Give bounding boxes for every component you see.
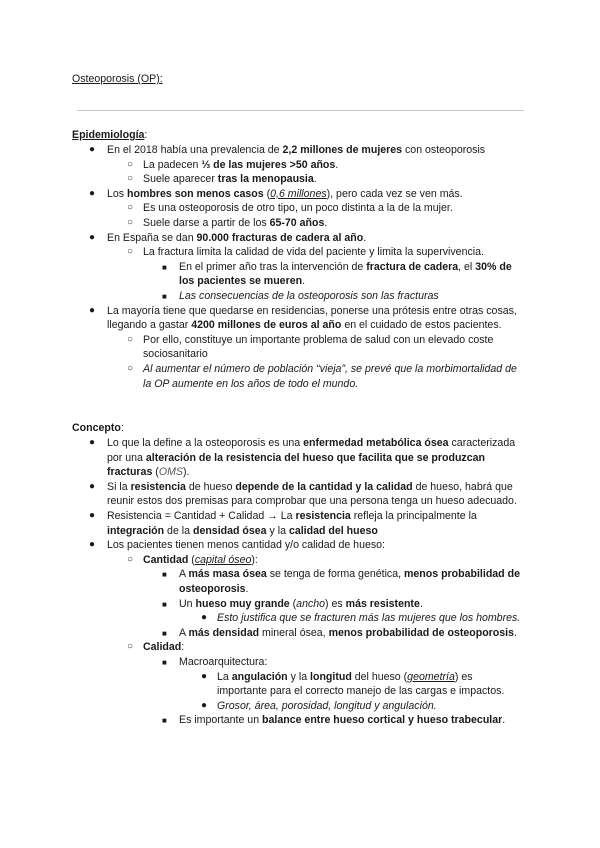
list-item: ● La mayoría tiene que quedarse en residencias, ponerse una prótesis entre otras cosas, llegando a gastar 4200 millones de euros al año en el cuidado de estos pacientes. [89, 304, 517, 332]
list-item: ○ Es una osteoporosis de otro tipo, un poco distinta a la de la mujer. [127, 202, 453, 215]
list-item: ○ Calidad: [127, 641, 185, 654]
list-item: ● Lo que la define a la osteoporosis es una enfermedad metabólica ósea caracterizada por una alteración de la resistencia del hueso que facilita que se produzcan fracturas (OMS). [89, 437, 516, 479]
list-item: ○ Por ello, constituye un importante problema de salud con un elevado coste sociosanitario [127, 333, 494, 361]
section-heading: Concepto: [72, 422, 124, 434]
list-item: ● Resistencia = Cantidad + Calidad → La resistencia refleja la principalmente la integración de la densidad ósea y la calidad del hueso [89, 509, 477, 537]
list-item: ○ La fractura limita la calidad de vida del paciente y limita la supervivencia. [127, 246, 484, 259]
list-item: ● En el 2018 había una prevalencia de 2,2 millones de mujeres con osteoporosis [89, 144, 486, 156]
horizontal-rule [77, 110, 524, 111]
list-item: ● Grosor, área, porosidad, longitud y angulación. [201, 699, 437, 712]
list-item: ○ La padecen ⅓ de las mujeres >50 años. [127, 158, 339, 171]
list-item: ● Si la resistencia de hueso depende de la cantidad y la calidad de hueso, habrá que reunir estos dos premisas para comprobar que una persona tenga un hueso adecuado. [89, 480, 517, 508]
list-item: ■ En el primer año tras la intervención de fractura de cadera, el 30% de los pacientes se mueren. [162, 260, 512, 288]
list-item: ■ Las consecuencias de la osteoporosis son las fracturas [162, 289, 439, 302]
list-item: ■ Un hueso muy grande (ancho) es más resistente. [162, 597, 423, 610]
document-title: Osteoporosis (OP): [72, 73, 163, 85]
list-item: ● En España se dan 90.000 fracturas de cadera al año. [89, 231, 367, 244]
list-item: ■ Es importante un balance entre hueso cortical y hueso trabecular. [162, 714, 506, 727]
list-item: ■ Macroarquitectura: [162, 655, 268, 668]
list-item: ○ Al aumentar el número de población “vieja”, se prevé que la morbimortalidad de la OP aumente en los años de todo el mundo. [127, 362, 517, 390]
list-item: ■ A más masa ósea se tenga de forma genética, menos probabilidad de osteoporosis. [162, 568, 520, 595]
list-item: ● Los pacientes tienen menos cantidad y/o calidad de hueso: [89, 539, 385, 552]
list-item: ● Esto justifica que se fracturen más las mujeres que los hombres. [201, 612, 521, 625]
list-item: ○ Suele aparecer tras la menopausia. [127, 173, 317, 186]
list-item: ● La angulación y la longitud del hueso (geometría) es importante para el correcto manejo de las cargas e impactos. [201, 670, 505, 698]
list-item: ○ Suele darse a partir de los 65-70 años. [127, 216, 328, 229]
list-item: ○ Cantidad (capital óseo): [127, 553, 258, 566]
section-heading: Epidemiología: [72, 129, 148, 141]
list-item: ■ A más densidad mineral ósea, menos probabilidad de osteoporosis. [162, 626, 517, 639]
list-item: ● Los hombres son menos casos (0,6 millones), pero cada vez se ven más. [89, 187, 463, 200]
